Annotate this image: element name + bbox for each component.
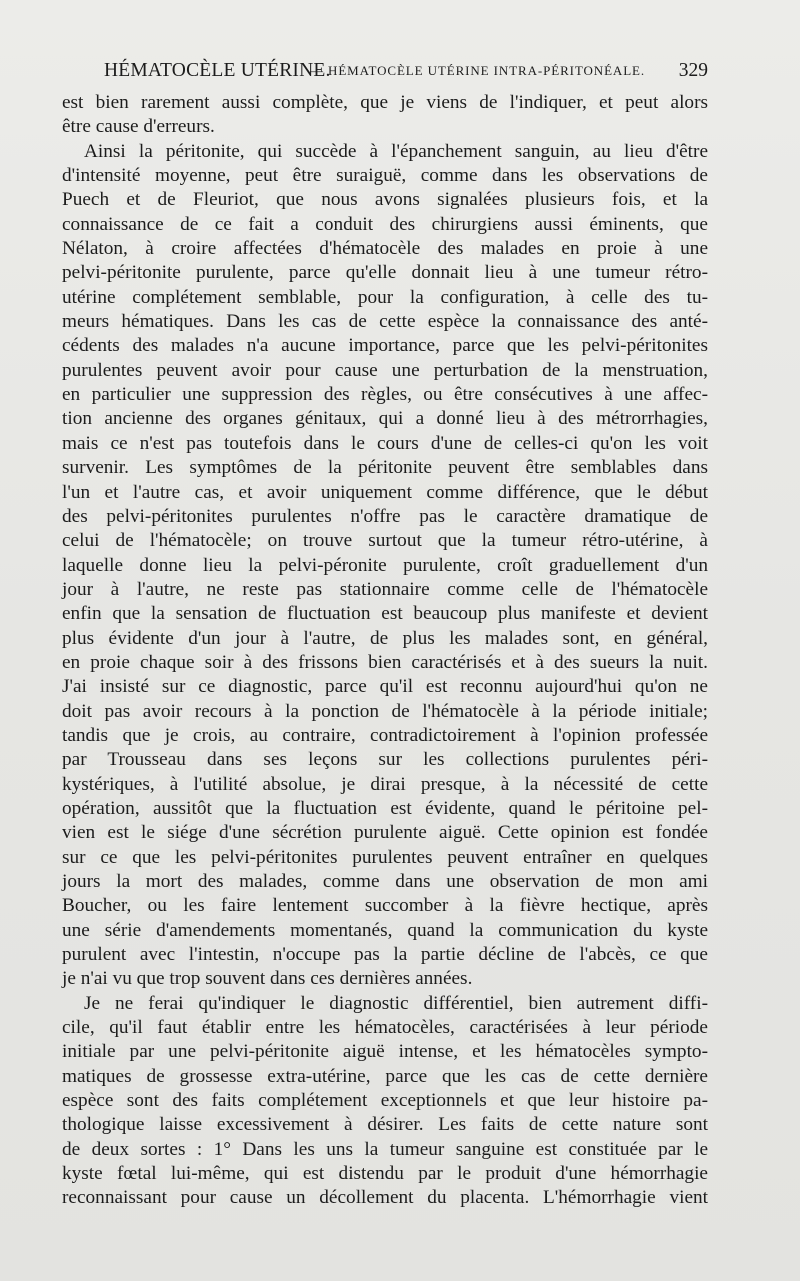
text-line: Ainsi la péritonite, qui succède à l'épanchement sanguin, au lieu d'être <box>84 140 708 162</box>
text-line: enfin que la sensation de fluctuation est beaucoup plus manifeste et devient <box>62 603 708 625</box>
text-line: thologique laisse excessivement à désirer. Les faits de cette nature sont <box>62 1114 708 1136</box>
text-line: je n'ai vu que trop souvent dans ces dernières années. <box>62 968 473 990</box>
text-line: vien est le siége d'une sécrétion purulente aiguë. Cette opinion est fondée <box>62 822 708 844</box>
text-line: tion ancienne des organes génitaux, qui a donné lieu à des métrorrhagies, <box>62 408 708 430</box>
text-line: en proie chaque soir à des frissons bien caractérisés et à des sueurs la nuit. <box>62 651 708 673</box>
text-line: espèce sont des faits complétement exceptionnels et que leur histoire pa- <box>62 1090 708 1112</box>
text-line: kyste fœtal lui-même, qui est distendu par le produit d'une hémorrhagie <box>62 1163 708 1185</box>
text-line: utérine complétement semblable, pour la configuration, à celle des tu- <box>62 286 708 308</box>
text-line: meurs hématiques. Dans les cas de cette espèce la connaissance des anté- <box>62 311 708 333</box>
page-number: 329 <box>678 60 708 81</box>
text-line: une série d'amendements momentanés, quand la communication du kyste <box>62 919 708 941</box>
text-line: purulentes peuvent avoir pour cause une perturbation de la menstruation, <box>62 359 708 381</box>
text-line: des pelvi-péritonites purulentes n'offre pas le caractère dramatique de <box>62 505 708 527</box>
text-line: reconnaissant pour cause un décollement du placenta. L'hémorrhagie vient <box>62 1187 708 1209</box>
text-line: Je ne ferai qu'indiquer le diagnostic différentiel, bien autrement diffi- <box>84 992 708 1014</box>
text-line: purulent avec l'intestin, n'occupe pas la partie décline de l'abcès, ce que <box>62 944 708 966</box>
text-line: J'ai insisté sur ce diagnostic, parce qu'il est reconnu aujourd'hui qu'on ne <box>62 676 708 698</box>
text-line: matiques de grossesse extra-utérine, parce que les cas de cette dernière <box>62 1065 708 1087</box>
text-line: en particulier une suppression des règles, ou être consécutives à une affec- <box>62 384 708 406</box>
text-line: tandis que je crois, au contraire, contradictoirement à l'opinion professée <box>62 724 708 746</box>
text-line: Puech et de Fleuriot, que nous avons signalées plusieurs fois, et la <box>62 189 708 211</box>
text-line: celui de l'hématocèle; on trouve surtout que la tumeur rétro-utérine, à <box>62 530 708 552</box>
text-line: survenir. Les symptômes de la péritonite peuvent être semblables dans <box>62 457 708 479</box>
text-line: l'un et l'autre cas, et avoir uniquement comme différence, que le début <box>62 481 708 503</box>
text-line: connaissance de ce fait a conduit des chirurgiens aussi éminents, que <box>62 213 708 235</box>
text-line: Boucher, ou les faire lentement succomber à la fièvre hectique, après <box>62 895 708 917</box>
running-header <box>104 60 708 86</box>
text-line: plus évidente d'un jour à l'autre, de plus les malades sont, en général, <box>62 627 708 649</box>
text-line: d'intensité moyenne, peut être suraiguë, comme dans les observations de <box>62 165 708 187</box>
body-text <box>62 91 708 1211</box>
text-line: laquelle donne lieu la pelvi-péronite purulente, croît graduellement d'un <box>62 554 708 576</box>
text-line: par Trousseau dans ses leçons sur les collections purulentes péri- <box>62 749 708 771</box>
running-title: HÉMATOCÈLE UTÉRINE. <box>104 60 331 81</box>
text-line: initiale par une pelvi-péritonite aiguë intense, et les hématocèles sympto- <box>62 1041 708 1063</box>
text-line: opération, aussitôt que la fluctuation est évidente, quand le péritoine pel- <box>62 797 708 819</box>
text-line: de deux sortes : 1° Dans les uns la tumeur sanguine est constituée par le <box>62 1138 708 1160</box>
text-line: mais ce n'est pas toutefois dans le cours d'une de celles-ci qu'on les voit <box>62 432 708 454</box>
text-line: cédents des malades n'a aucune importance, parce que les pelvi-péritonites <box>62 335 708 357</box>
text-line: pelvi-péritonite purulente, parce qu'elle donnait lieu à une tumeur rétro- <box>62 262 708 284</box>
text-line: jours la mort des malades, comme dans une observation de mon ami <box>62 871 708 892</box>
text-line: kystériques, à l'utilité absolue, je dirai presque, à la nécessité de cette <box>62 773 708 795</box>
text-line: sur ce que les pelvi-péritonites purulentes peuvent entraîner en quelques <box>62 846 708 868</box>
text-line: doit pas avoir recours à la ponction de l'hématocèle à la période initiale; <box>62 700 708 722</box>
text-line: cile, qu'il faut établir entre les hématocèles, caractérisées à leur période <box>62 1017 708 1039</box>
text-line: être cause d'erreurs. <box>62 116 215 138</box>
text-line: Nélaton, à croire affectées d'hématocèle des malades en proie à une <box>62 238 708 260</box>
running-subtitle: — HÉMATOCÈLE UTÉRINE INTRA-PÉRITONÉALE. <box>310 63 646 78</box>
text-line: jour à l'autre, ne reste pas stationnaire comme celle de l'hématocèle <box>62 578 708 600</box>
text-line: est bien rarement aussi complète, que je viens de l'indiquer, et peut alors <box>62 92 708 113</box>
